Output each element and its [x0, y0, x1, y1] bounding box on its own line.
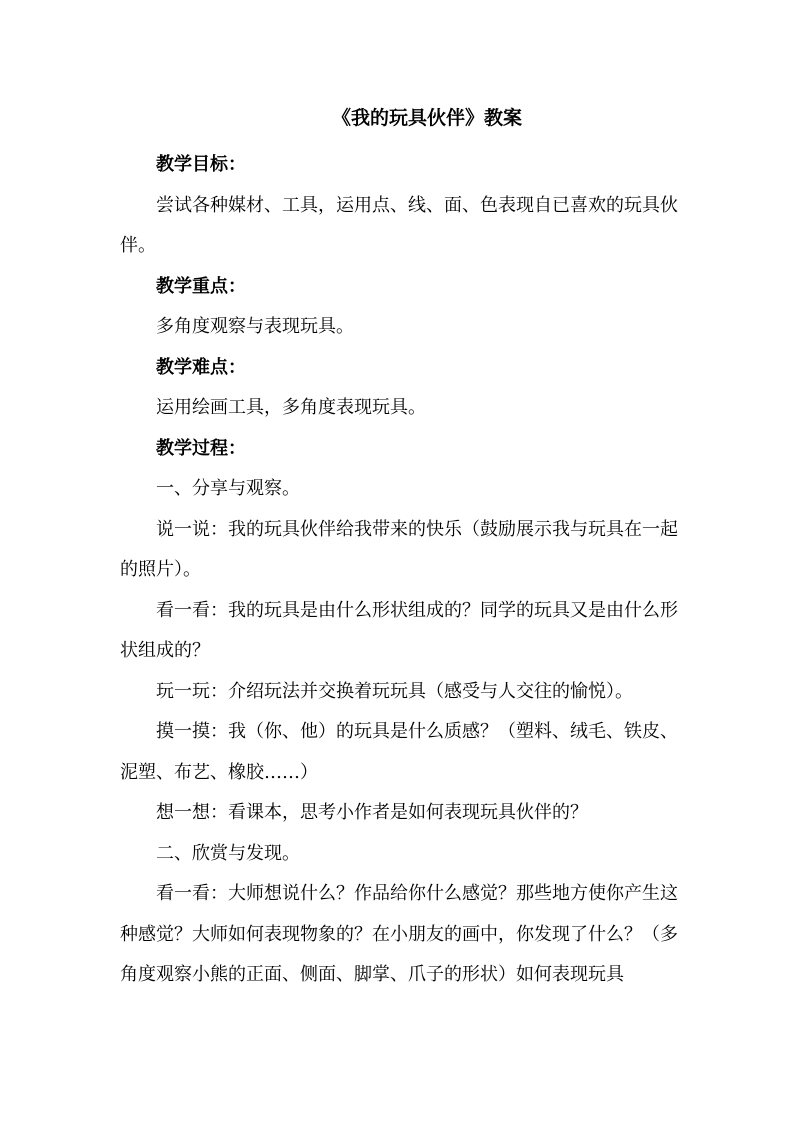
paragraph-key-points-text: 多角度观察与表现玩具。	[156, 316, 354, 337]
heading-difficulties: 教学难点：	[156, 356, 246, 378]
section-share-observe: 一、分享与观察。	[156, 478, 300, 499]
section-appreciate-discover: 二、欣赏与发现。	[156, 842, 300, 864]
paragraph-think: 想一想：看课本，思考小作者是如何表现玩具伙伴的？	[156, 802, 588, 823]
paragraph-look-master: 看一看：大师想说什么？作品给你什么感觉？那些地方使你产生这种感觉？大师如何表现物象的？在小朋友的画中，你发现了什么？（多角度观察小熊的正面、侧面、脚掌、爪子的形状）如何表现玩具	[120, 883, 678, 985]
heading-key-points: 教学重点：	[156, 275, 246, 297]
heading-process: 教学过程：	[156, 437, 246, 459]
paragraph-look: 看一看：我的玩具是由什么形状组成的？同学的玩具又是由什么形状组成的？	[120, 599, 678, 661]
paragraph-difficulties-text: 运用绘画工具，多角度表现玩具。	[156, 397, 426, 418]
paragraph-goals-text: 尝试各种媒材、工具，运用点、线、面、色表现自已喜欢的玩具伙伴。	[120, 194, 678, 256]
paragraph-touch: 摸一摸：我（你、他）的玩具是什么质感？（塑料、绒毛、铁皮、泥塑、布艺、橡胶……）	[120, 721, 678, 783]
heading-teaching-goals: 教学目标：	[156, 154, 246, 175]
document-body	[120, 145, 682, 996]
document-title: 《我的玩具伙伴》教案	[331, 107, 522, 129]
paragraph-play: 玩一玩：介绍玩法并交换着玩玩具（感受与人交往的愉悦）。	[156, 680, 633, 702]
paragraph-say: 说一说：我的玩具伙伴给我带来的快乐（鼓励展示我与玩具在一起的照片）。	[120, 518, 678, 580]
